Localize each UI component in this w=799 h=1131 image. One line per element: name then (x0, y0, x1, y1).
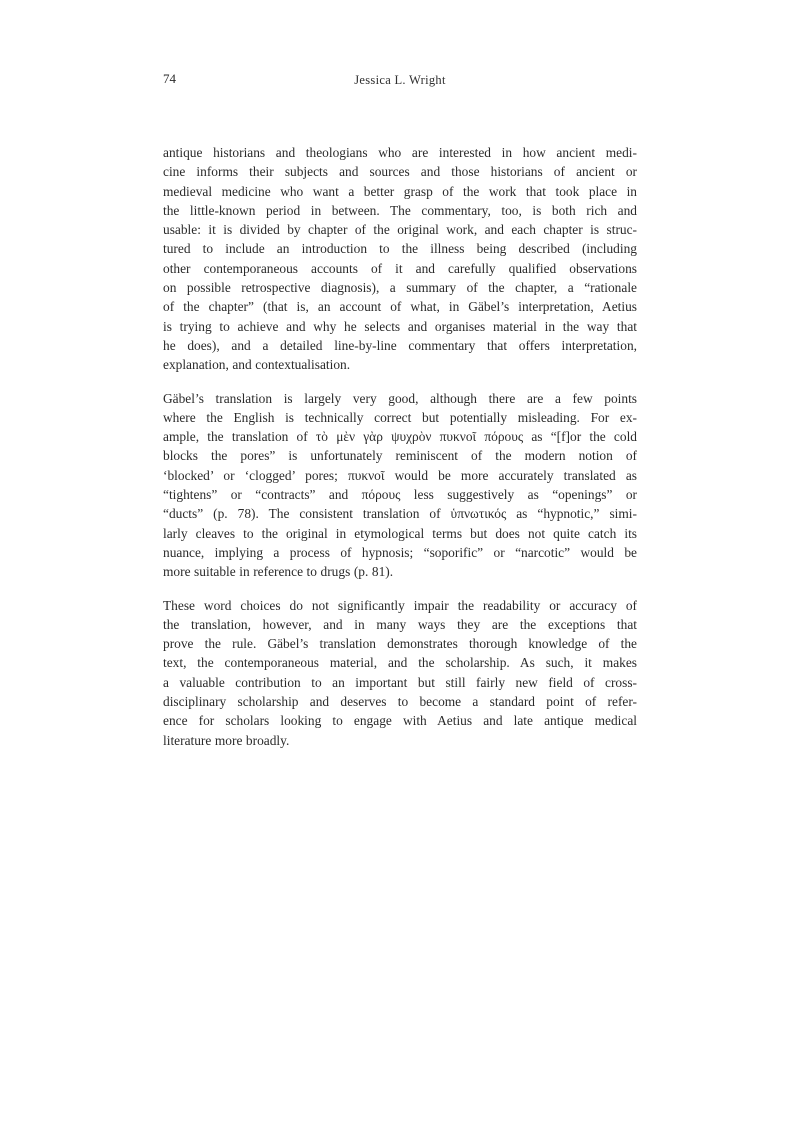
text-line: These word choices do not significantly impair the readability or accuracy of (163, 597, 637, 613)
text-line: Gäbel’s translation is largely very good, although there are a few points (163, 390, 637, 406)
text-line: on possible retrospective diagnosis), a summary of the chapter, a “rationale (163, 280, 637, 296)
text-line: he does), and a detailed line-by-line commentary that offers interpretation, (163, 337, 637, 353)
running-head-author: Jessica L. Wright (354, 73, 446, 87)
paragraph (163, 143, 637, 375)
text-line: the translation, however, and in many ways they are the exceptions that (163, 616, 637, 632)
text-line: medieval medicine who want a better grasp of the work that took place in (163, 183, 637, 199)
text-line: usable: it is divided by chapter of the original work, and each chapter is struc- (163, 222, 637, 238)
text-line: ‘blocked’ or ‘clogged’ pores; πυκνοῖ would be more accurately translated as (163, 467, 637, 483)
running-header (163, 71, 637, 91)
text-line: literature more broadly. (163, 732, 290, 748)
page-number: 74 (163, 71, 176, 86)
text-line: nuance, implying a process of hypnosis; “soporific” or “narcotic” would be (163, 544, 637, 560)
text-line: disciplinary scholarship and deserves to become a standard point of refer- (163, 694, 637, 710)
text-line: cine informs their subjects and sources and those historians of ancient or (163, 164, 637, 180)
text-line: prove the rule. Gäbel’s translation demonstrates thorough knowledge of the (163, 636, 637, 652)
text-line: text, the contemporaneous material, and the scholarship. As such, it makes (163, 655, 637, 671)
text-line: where the English is technically correct but potentially misleading. For ex- (163, 409, 637, 425)
text-line: antique historians and theologians who are interested in how ancient medi- (163, 145, 637, 160)
paragraph (163, 389, 637, 582)
text-line: explanation, and contextualisation. (163, 357, 351, 373)
text-line: blocks the pores” is unfortunately reminiscent of the modern notion of (163, 448, 637, 464)
text-line: ample, the translation of τὸ μὲν γὰρ ψυχρὸν πυκνοῖ πόρους as “[f]or the cold (163, 429, 637, 445)
text-line: the little-known period in between. The commentary, too, is both rich and (163, 202, 637, 218)
text-line: tured to include an introduction to the illness being described (including (163, 241, 637, 257)
text-line: other contemporaneous accounts of it and carefully qualified observations (163, 260, 637, 276)
text-line: ence for scholars looking to engage with Aetius and late antique medical (163, 713, 637, 729)
text-line: “tightens” or “contracts” and πόρους less suggestively as “openings” or (163, 487, 637, 503)
body-text (163, 143, 637, 764)
text-line: a valuable contribution to an important but still fairly new field of cross- (163, 674, 637, 690)
text-line: larly cleaves to the original in etymological terms but does not quite catch its (163, 525, 637, 541)
paragraph (163, 596, 637, 750)
text-line: is trying to achieve and why he selects and organises material in the way that (163, 318, 637, 334)
text-line: more suitable in reference to drugs (p. 81). (163, 564, 394, 580)
text-line: of the chapter” (that is, an account of what, in Gäbel’s interpretation, Aetius (163, 299, 637, 315)
text-line: “ducts” (p. 78). The consistent translation of ὑπνωτικός as “hypnotic,” simi- (163, 506, 637, 522)
